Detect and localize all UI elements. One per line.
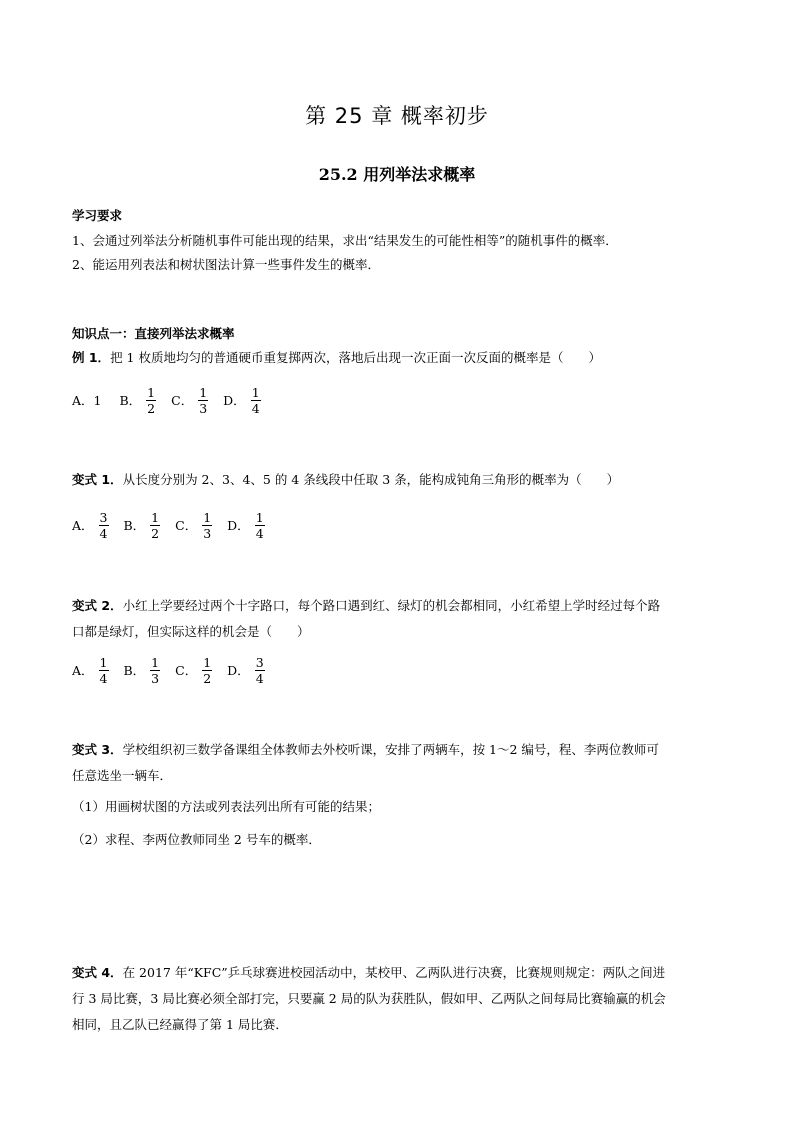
option-b: B． $\frac{1}{2}$ bbox=[123, 509, 160, 541]
requirements-heading: 学习要求 bbox=[72, 208, 123, 223]
fraction: $\frac{1}{4}$ bbox=[255, 509, 264, 541]
fraction: $\frac{3}{4}$ bbox=[99, 509, 108, 541]
option-b: B． $\frac{1}{3}$ bbox=[123, 654, 160, 686]
fraction: $\frac{1}{2}$ bbox=[203, 654, 212, 686]
fraction: $\frac{3}{4}$ bbox=[255, 654, 264, 686]
variant2-label: 变式 2． bbox=[72, 598, 123, 613]
option-c: C． $\frac{1}{3}$ bbox=[175, 509, 212, 541]
variant3-question bbox=[72, 737, 727, 789]
fraction: $\frac{1}{3}$ bbox=[199, 384, 208, 416]
option-c: C． $\frac{1}{3}$ bbox=[171, 384, 208, 416]
variant2-question bbox=[72, 593, 727, 645]
variant3-line2: 任意选坐一辆车． bbox=[72, 768, 173, 783]
variant4-line3: 相同，且乙队已经赢得了第 1 局比赛． bbox=[72, 1017, 288, 1032]
variant2-options bbox=[72, 650, 280, 690]
example1-text: 把 1 枚质地均匀的普通硬币重复掷两次，落地后出现一次正面一次反面的概率是（ ） bbox=[110, 350, 601, 365]
example1-options bbox=[72, 380, 276, 420]
example1-label: 例 1． bbox=[72, 350, 111, 365]
fraction: $\frac{1}{4}$ bbox=[251, 384, 260, 416]
requirement-item-1: 1、会通过列举法分析随机事件可能出现的结果，求出“结果发生的可能性相等”的随机事件的概率． bbox=[72, 233, 618, 248]
requirement-item-2: 2、能运用列表法和树状图法计算一些事件发生的概率． bbox=[72, 257, 380, 272]
option-a: A． $\frac{3}{4}$ bbox=[72, 509, 108, 541]
variant4-line1: 在 2017 年“KFC”乒乓球赛进校园活动中，某校甲、乙两队进行决赛，比赛规则规定：两队之间进 bbox=[122, 965, 666, 980]
fraction: $\frac{1}{3}$ bbox=[203, 509, 212, 541]
variant1-label: 变式 1． bbox=[72, 472, 123, 487]
variant4-question bbox=[72, 960, 727, 1038]
variant3-sub1: （1）用画树状图的方法或列表法列出所有可能的结果； bbox=[72, 799, 380, 814]
option-c: C． $\frac{1}{2}$ bbox=[175, 654, 212, 686]
chapter-title: 第 25 章 概率初步 bbox=[305, 104, 489, 128]
variant2-line1: 小红上学要经过两个十字路口，每个路口遇到红、绿灯的机会都相同，小红希望上学时经过每个路 bbox=[122, 598, 661, 613]
option-a: A． $\frac{1}{4}$ bbox=[72, 654, 108, 686]
option-d: D． $\frac{3}{4}$ bbox=[227, 654, 264, 686]
variant1-question bbox=[72, 467, 727, 493]
variant1-options bbox=[72, 505, 280, 545]
fraction: $\frac{1}{2}$ bbox=[151, 509, 160, 541]
variant3-label: 变式 3． bbox=[72, 742, 123, 757]
fraction: $\frac{1}{3}$ bbox=[151, 654, 160, 686]
variant4-line2: 行 3 局比赛，3 局比赛必须全部打完，只要赢 2 局的队为获胜队，假如甲、乙两队之间每局比赛输赢的机会 bbox=[72, 991, 666, 1006]
option-a: A．1 bbox=[72, 393, 102, 408]
variant4-label: 变式 4． bbox=[72, 965, 123, 980]
variant3-sub2: （2）求程、李两位教师同坐 2 号车的概率． bbox=[72, 832, 321, 847]
option-d: D． $\frac{1}{4}$ bbox=[227, 509, 264, 541]
example1-question bbox=[72, 345, 727, 371]
option-d: D． $\frac{1}{4}$ bbox=[223, 384, 260, 416]
variant3-line1: 学校组织初三数学备课组全体教师去外校听课，安排了两辆车，按 1～2 编号，程、李两位教师可 bbox=[122, 742, 659, 757]
fraction: $\frac{1}{4}$ bbox=[99, 654, 108, 686]
option-b: B． $\frac{1}{2}$ bbox=[119, 384, 156, 416]
variant1-text: 从长度分别为 2、3、4、5 的 4 条线段中任取 3 条，能构成钝角三角形的概率为（ ） bbox=[122, 472, 620, 487]
section-title: 25.2 用列举法求概率 bbox=[318, 165, 476, 184]
fraction: $\frac{1}{2}$ bbox=[147, 384, 156, 416]
variant2-line2: 口都是绿灯，但实际这样的机会是（ ） bbox=[72, 624, 310, 639]
knowledge-point-heading: 知识点一：直接列举法求概率 bbox=[72, 326, 235, 341]
